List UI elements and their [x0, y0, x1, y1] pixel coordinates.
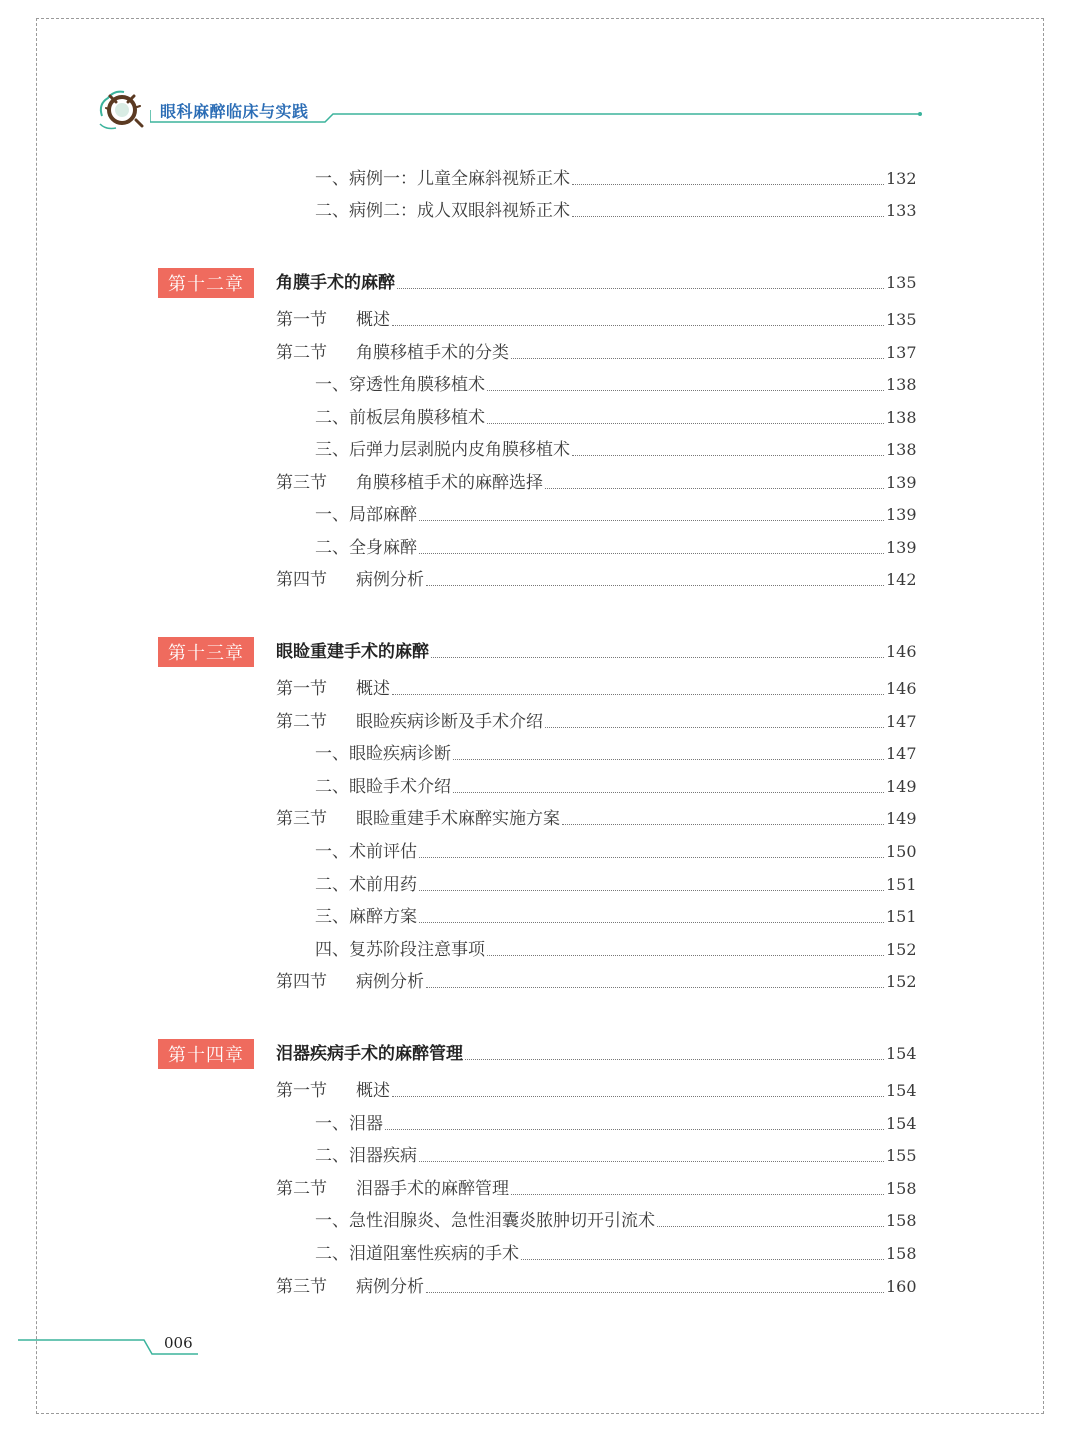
toc-section[interactable] — [276, 569, 916, 591]
toc-item[interactable] — [315, 939, 916, 961]
dot-leader — [431, 656, 884, 658]
dot-leader — [487, 389, 884, 391]
chapter-title: 眼睑重建手术的麻醉 — [276, 642, 429, 662]
toc-item[interactable] — [315, 874, 916, 896]
toc-chapter[interactable] — [276, 1043, 916, 1065]
section-title: 概述 — [356, 679, 390, 699]
section-number: 第三节 — [276, 809, 327, 829]
dot-leader — [419, 552, 884, 554]
toc-item-label: 一、急性泪腺炎、急性泪囊炎脓肿切开引流术 — [315, 1211, 655, 1231]
toc-section[interactable] — [276, 309, 916, 331]
dot-leader — [521, 1258, 884, 1260]
dot-leader — [397, 287, 884, 289]
page-number: 149 — [886, 809, 917, 828]
toc-item-label: 二、泪道阻塞性疾病的手术 — [315, 1244, 519, 1264]
toc-item-label: 一、术前评估 — [315, 842, 417, 862]
toc-section[interactable] — [276, 971, 916, 993]
toc-item[interactable] — [315, 537, 916, 559]
toc-item[interactable] — [315, 1145, 916, 1167]
toc-item-label: 二、术前用药 — [315, 875, 417, 895]
dot-leader — [545, 487, 884, 489]
page-number: 150 — [886, 842, 917, 861]
toc-item[interactable] — [315, 504, 916, 526]
section-title: 概述 — [356, 1081, 390, 1101]
dot-leader — [419, 519, 884, 521]
toc-item[interactable] — [315, 906, 916, 928]
toc-item[interactable] — [315, 407, 916, 429]
page-number: 138 — [886, 408, 917, 427]
page-number: 158 — [886, 1211, 917, 1230]
dot-leader — [419, 921, 884, 923]
dot-leader — [453, 758, 884, 760]
dot-leader — [419, 889, 884, 891]
section-title: 角膜移植手术的麻醉选择 — [356, 473, 543, 493]
toc-item-label: 二、前板层角膜移植术 — [315, 408, 485, 428]
section-number: 第三节 — [276, 473, 327, 493]
chapter-badge: 第十三章 — [158, 637, 254, 667]
dot-leader — [426, 986, 884, 988]
toc-item-label: 一、局部麻醉 — [315, 505, 417, 525]
dot-leader — [487, 422, 884, 424]
page-number: 155 — [886, 1146, 917, 1165]
toc-chapter[interactable] — [276, 641, 916, 663]
toc-section[interactable] — [276, 1276, 916, 1298]
page-number: 160 — [886, 1277, 917, 1296]
toc-section[interactable] — [276, 1178, 916, 1200]
section-title: 眼睑疾病诊断及手术介绍 — [356, 712, 543, 732]
toc-section[interactable] — [276, 808, 916, 830]
page-number: 142 — [886, 570, 917, 589]
section-number: 第二节 — [276, 712, 327, 732]
dot-leader — [419, 1160, 884, 1162]
toc-item-label: 四、复苏阶段注意事项 — [315, 940, 485, 960]
toc-section[interactable] — [276, 711, 916, 733]
section-title: 角膜移植手术的分类 — [356, 343, 509, 363]
dot-leader — [572, 215, 884, 217]
page-number: 152 — [886, 940, 917, 959]
toc-item[interactable] — [315, 168, 916, 190]
toc-chapter[interactable] — [276, 272, 916, 294]
dot-leader — [385, 1128, 884, 1130]
section-title: 病例分析 — [356, 570, 424, 590]
dot-leader — [562, 823, 884, 825]
page-number: 149 — [886, 777, 917, 796]
toc-item-label: 二、病例二：成人双眼斜视矫正术 — [315, 201, 570, 221]
header-rule — [150, 108, 925, 128]
section-number: 第二节 — [276, 1179, 327, 1199]
toc-item-label: 一、穿透性角膜移植术 — [315, 375, 485, 395]
dot-leader — [419, 856, 884, 858]
section-title: 病例分析 — [356, 972, 424, 992]
toc-item[interactable] — [315, 374, 916, 396]
dot-leader — [453, 791, 884, 793]
dot-leader — [465, 1058, 884, 1060]
toc-item[interactable] — [315, 1113, 916, 1135]
toc-item-label: 一、泪器 — [315, 1114, 383, 1134]
dot-leader — [426, 1291, 884, 1293]
toc-item[interactable] — [315, 439, 916, 461]
chapter-badge: 第十四章 — [158, 1039, 254, 1069]
page-number: 139 — [886, 538, 917, 557]
section-number: 第一节 — [276, 679, 327, 699]
page-number: 139 — [886, 473, 917, 492]
page-number: 146 — [886, 642, 917, 661]
toc-item[interactable] — [315, 776, 916, 798]
dot-leader — [511, 357, 884, 359]
dot-leader — [572, 183, 884, 185]
toc-item[interactable] — [315, 1210, 916, 1232]
page-number: 146 — [886, 679, 917, 698]
toc-item-label: 三、麻醉方案 — [315, 907, 417, 927]
eye-logo-icon — [96, 86, 148, 134]
page-number: 151 — [886, 875, 917, 894]
dot-leader — [392, 693, 884, 695]
dot-leader — [392, 324, 884, 326]
dot-leader — [511, 1193, 884, 1195]
toc-section[interactable] — [276, 472, 916, 494]
section-number: 第一节 — [276, 1081, 327, 1101]
toc-section[interactable] — [276, 342, 916, 364]
page-number: 138 — [886, 440, 917, 459]
chapter-title: 角膜手术的麻醉 — [276, 273, 395, 293]
page-number: 158 — [886, 1179, 917, 1198]
section-title: 眼睑重建手术麻醉实施方案 — [356, 809, 560, 829]
page-number: 154 — [886, 1044, 917, 1063]
page-number: 137 — [886, 343, 917, 362]
page-number: 132 — [886, 169, 917, 188]
page-number: 139 — [886, 505, 917, 524]
page-number: 147 — [886, 712, 917, 731]
footer-page-number: 006 — [164, 1334, 193, 1352]
section-number: 第四节 — [276, 972, 327, 992]
section-number: 第三节 — [276, 1277, 327, 1297]
section-number: 第四节 — [276, 570, 327, 590]
toc-item-label: 二、眼睑手术介绍 — [315, 777, 451, 797]
toc-section[interactable] — [276, 1080, 916, 1102]
toc-item[interactable] — [315, 200, 916, 222]
page-number: 158 — [886, 1244, 917, 1263]
page-number: 154 — [886, 1114, 917, 1133]
toc-item-label: 二、泪器疾病 — [315, 1146, 417, 1166]
page-number: 152 — [886, 972, 917, 991]
section-title: 病例分析 — [356, 1277, 424, 1297]
page-number: 151 — [886, 907, 917, 926]
dot-leader — [392, 1095, 884, 1097]
dot-leader — [572, 454, 884, 456]
section-title: 泪器手术的麻醉管理 — [356, 1179, 509, 1199]
dot-leader — [545, 726, 884, 728]
section-number: 第二节 — [276, 343, 327, 363]
dot-leader — [487, 954, 884, 956]
section-number: 第一节 — [276, 310, 327, 330]
toc-item-label: 三、后弹力层剥脱内皮角膜移植术 — [315, 440, 570, 460]
book-title: 眼科麻醉临床与实践 — [160, 102, 309, 121]
page-number: 154 — [886, 1081, 917, 1100]
toc-section[interactable] — [276, 678, 916, 700]
toc-item-label: 一、病例一：儿童全麻斜视矫正术 — [315, 169, 570, 189]
toc-item[interactable] — [315, 1243, 916, 1265]
dot-leader — [657, 1225, 884, 1227]
chapter-title: 泪器疾病手术的麻醉管理 — [276, 1044, 463, 1064]
page-number: 135 — [886, 273, 917, 292]
page-number: 135 — [886, 310, 917, 329]
toc-item[interactable] — [315, 841, 916, 863]
chapter-badge: 第十二章 — [158, 268, 254, 298]
page-number: 133 — [886, 201, 917, 220]
page-number: 138 — [886, 375, 917, 394]
toc-item-label: 一、眼睑疾病诊断 — [315, 744, 451, 764]
dot-leader — [426, 584, 884, 586]
toc-item[interactable] — [315, 743, 916, 765]
toc-item-label: 二、全身麻醉 — [315, 538, 417, 558]
page-number: 147 — [886, 744, 917, 763]
section-title: 概述 — [356, 310, 390, 330]
